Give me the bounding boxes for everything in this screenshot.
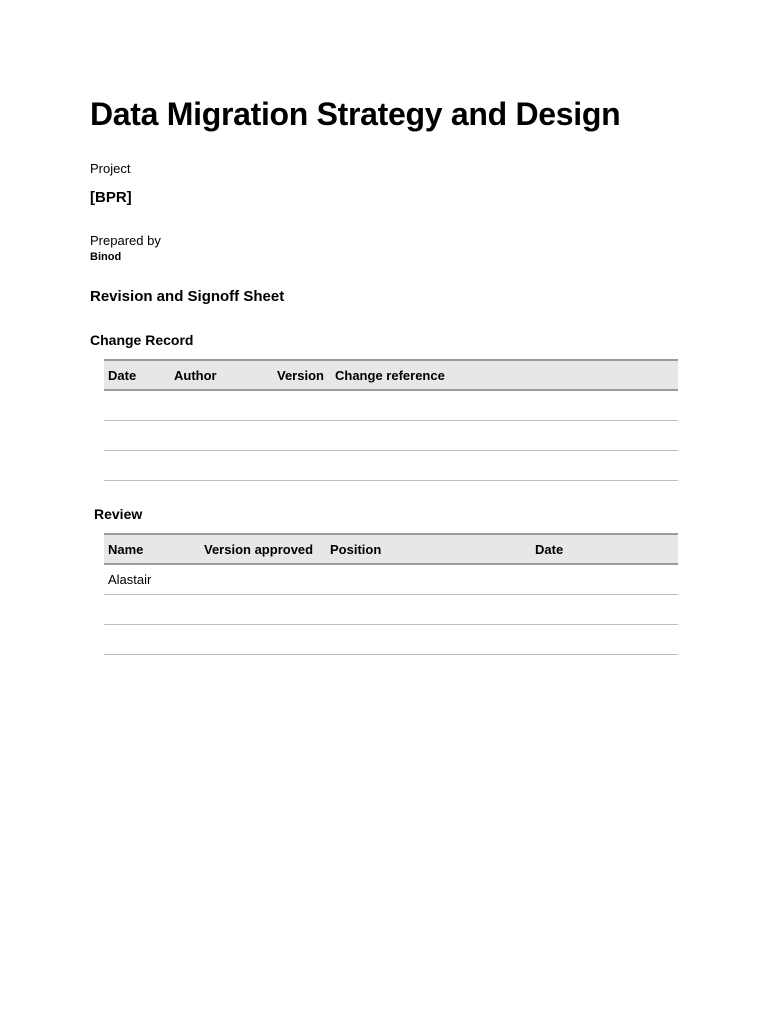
table-cell: Alastair	[104, 564, 200, 595]
table-cell	[170, 390, 273, 421]
table-cell	[331, 390, 678, 421]
table-cell	[170, 451, 273, 481]
table-cell	[104, 390, 170, 421]
table-header-row	[104, 360, 678, 390]
document-title: Data Migration Strategy and Design	[90, 96, 621, 132]
table-cell	[104, 595, 200, 625]
table-cell	[273, 451, 331, 481]
column-header-position: Position	[326, 534, 531, 564]
section-heading: Revision and Signoff Sheet	[90, 288, 285, 305]
column-header-name: Name	[104, 534, 200, 564]
review-heading: Review	[94, 506, 143, 522]
table-cell	[326, 564, 531, 595]
table-cell	[104, 451, 170, 481]
column-header-date: Date	[531, 534, 678, 564]
table-row	[104, 451, 678, 481]
table-cell	[200, 564, 326, 595]
table-cell	[273, 390, 331, 421]
table-cell	[200, 625, 326, 655]
table-row	[104, 625, 678, 655]
table-cell	[326, 595, 531, 625]
table-cell	[200, 595, 326, 625]
table-cell	[531, 625, 678, 655]
table-cell	[104, 421, 170, 451]
table-row	[104, 564, 678, 595]
project-label: Project	[90, 161, 131, 176]
table-cell	[326, 625, 531, 655]
table-cell	[331, 421, 678, 451]
column-header-date: Date	[104, 360, 170, 390]
table-cell	[331, 451, 678, 481]
project-value: [BPR]	[90, 189, 132, 206]
table-row	[104, 390, 678, 421]
prepared-by-value: Binod	[90, 251, 122, 263]
column-header-author: Author	[170, 360, 273, 390]
change-record-heading: Change Record	[90, 332, 194, 348]
review-table	[104, 533, 678, 655]
table-row	[104, 421, 678, 451]
column-header-change-reference: Change reference	[331, 360, 678, 390]
table-cell	[170, 421, 273, 451]
column-header-version-approved: Version approved	[200, 534, 326, 564]
change-record-table	[104, 359, 678, 481]
table-header-row	[104, 534, 678, 564]
table-cell	[273, 421, 331, 451]
table-cell	[531, 564, 678, 595]
table-cell	[531, 595, 678, 625]
table-row	[104, 595, 678, 625]
prepared-by-label: Prepared by	[90, 233, 161, 248]
table-cell	[104, 625, 200, 655]
column-header-version: Version	[273, 360, 331, 390]
